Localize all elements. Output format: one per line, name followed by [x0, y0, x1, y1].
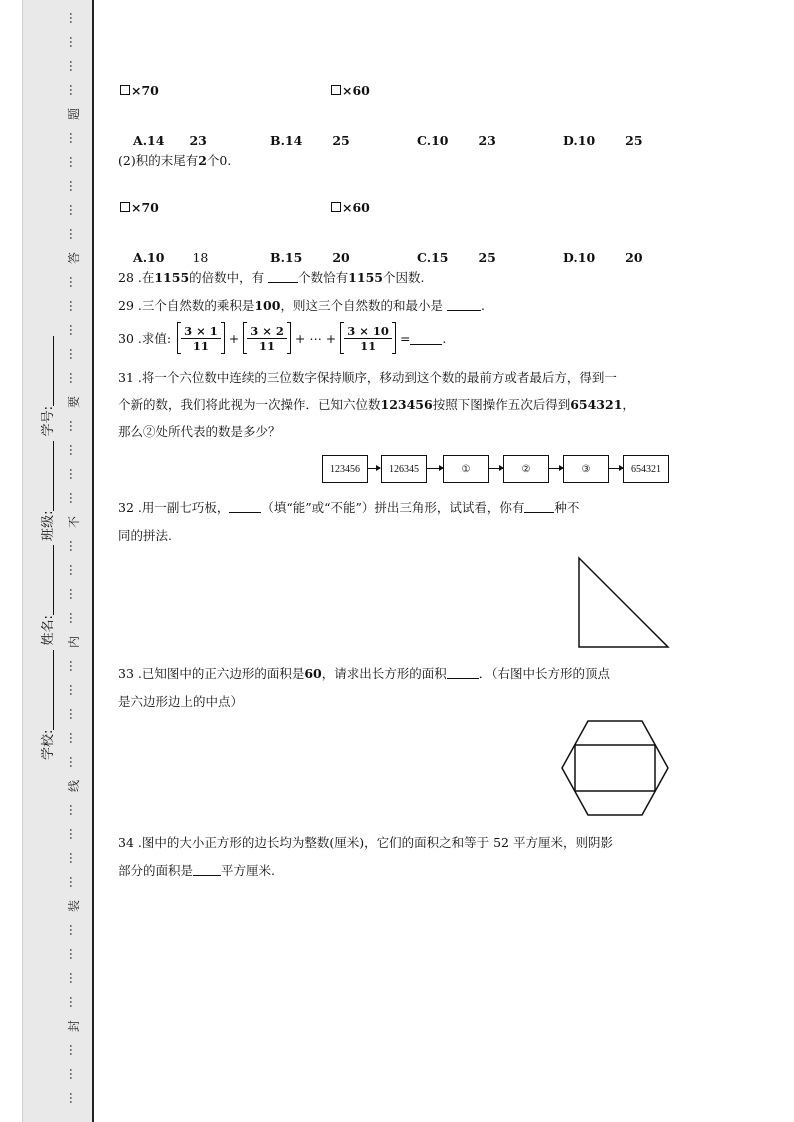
answer-blank[interactable]: [447, 666, 479, 679]
blank-box-icon: [120, 85, 130, 95]
blank-box-icon: [120, 202, 130, 212]
operation-flow-diagram: [322, 455, 672, 485]
school-field[interactable]: [39, 650, 54, 730]
q27-part2-option-a[interactable]: A.10 18: [133, 250, 209, 265]
q27-part2-left: ×70: [120, 200, 159, 215]
binding-char: 题: [66, 107, 81, 121]
fraction-2: $\frac{3 \times 2}{11}$: [247, 324, 287, 353]
flow-box-start: 123456: [322, 455, 368, 483]
arrow-icon: [426, 468, 443, 469]
flow-box-step-4: ③: [563, 455, 609, 483]
right-triangle-figure: [575, 555, 675, 653]
name-label: 姓名:: [41, 615, 56, 646]
q27-part2-title: (2)积的末尾有2个0.: [118, 153, 232, 168]
id-field[interactable]: [39, 336, 54, 406]
question-29: 29 .三个自然数的乘积是100，则这三个自然数的和最小是 .: [118, 298, 485, 313]
arrow-icon: [488, 468, 503, 469]
answer-blank[interactable]: [447, 298, 481, 311]
q27-part1-left: ×70: [120, 83, 159, 98]
flow-box-end: 654321: [623, 455, 669, 483]
binding-line: [92, 0, 94, 1122]
question-32-line-1: 32 .用一副七巧板， （填“能”或“不能”）拼出三角形，试试看，你有 种不: [118, 500, 580, 515]
flow-box-step-3: ②: [503, 455, 549, 483]
answer-blank[interactable]: [410, 332, 442, 345]
binding-char: 封: [66, 1019, 81, 1033]
q27-part2-option-b[interactable]: B.15 20: [270, 250, 350, 265]
question-30: 30 .求值: $\frac{3 \times 1}{11}$ + $\frac{3 \times 2}{11}$ + ⋯ + $\frac{3 \times 10}{11}$ = .: [118, 323, 447, 353]
id-label: 学号:: [41, 406, 56, 437]
q27-option-b[interactable]: B.14 25: [270, 133, 350, 148]
q27-option-d[interactable]: D.10 25: [563, 133, 643, 148]
blank-box-icon: [331, 202, 341, 212]
arrow-icon: [367, 468, 380, 469]
binding-char: 装: [66, 899, 81, 913]
fraction-3: $\frac{3 \times 10}{11}$: [344, 324, 392, 353]
student-info-fields: [37, 336, 56, 760]
binding-char: 内: [66, 635, 81, 649]
question-33-line-2: 是六边形边上的中点）: [118, 694, 244, 709]
q27-option-a[interactable]: A.14 23: [133, 133, 207, 148]
question-31-line-1: 31 .将一个六位数中连续的三位数字保持顺序，移动到这个数的最前方或者最后方，得到一: [118, 370, 617, 385]
school-label: 学校:: [41, 729, 56, 760]
answer-blank[interactable]: [193, 863, 221, 876]
q27-part2-option-c[interactable]: C.15 25: [417, 250, 496, 265]
flow-box-step-2: ①: [443, 455, 489, 483]
arrow-icon: [608, 468, 623, 469]
q27-part1-right: ×60: [331, 83, 370, 98]
q27-part2-right: ×60: [331, 200, 370, 215]
answer-blank[interactable]: [229, 500, 261, 513]
blank-box-icon: [331, 85, 341, 95]
question-34-line-1: 34 .图中的大小正方形的边长均为整数(厘米)，它们的面积之和等于 52 平方厘米，则阴影: [118, 835, 613, 850]
binding-char: 不: [66, 515, 81, 529]
flow-box-step-1: 126345: [381, 455, 427, 483]
question-28: 28 .在1155的倍数中，有 个数恰有1155个因数.: [118, 270, 425, 285]
question-34-line-2: 部分的面积是 平方厘米.: [118, 863, 275, 878]
binding-char: 要: [66, 395, 81, 409]
binding-char: 答: [66, 251, 81, 265]
answer-blank[interactable]: [268, 270, 298, 283]
question-31-line-3: 那么②处所代表的数是多少？: [118, 424, 281, 439]
question-33-line-1: 33 .已知图中的正六边形的面积是60，请求出长方形的面积 ．（右图中长方形的顶点: [118, 666, 611, 681]
class-field[interactable]: [39, 441, 54, 511]
question-31-line-2: 个新的数，我们将此视为一次操作．已知六位数123456按照下图操作五次后得到654321，: [118, 397, 635, 412]
name-field[interactable]: [39, 545, 54, 615]
question-32-line-2: 同的拼法.: [118, 528, 172, 543]
answer-blank[interactable]: [524, 500, 554, 513]
q27-option-c[interactable]: C.10 23: [417, 133, 496, 148]
binding-char: 线: [66, 779, 81, 793]
arrow-icon: [548, 468, 563, 469]
binding-dotted-column: … … … … 题 … … … … … 答 … … … … … 要 … … … … 不 … … … … 内 … … … … … 线 … … … … 装 … … … … 封 … … …: [60, 0, 88, 1122]
q27-part2-option-d[interactable]: D.10 20: [563, 250, 643, 265]
fraction-1: $\frac{3 \times 1}{11}$: [181, 324, 221, 353]
hexagon-rectangle-figure: [558, 718, 672, 818]
class-label: 班级:: [41, 510, 56, 541]
